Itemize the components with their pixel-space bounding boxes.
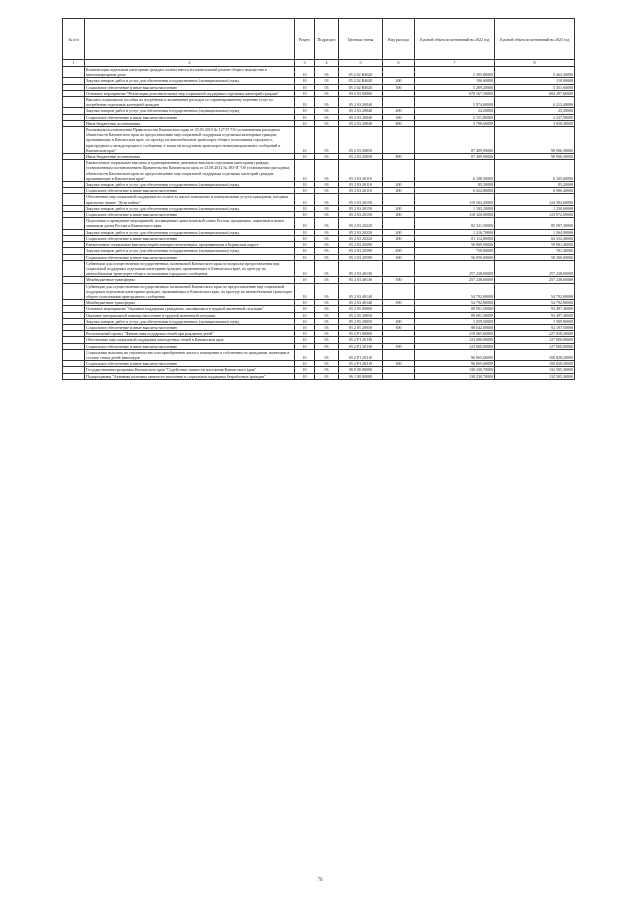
- row-vid: [383, 67, 415, 78]
- row-volume-2023: 93 497,40000: [495, 306, 575, 312]
- row-number: [63, 218, 85, 229]
- row-volume-2023: 132 505,30000: [495, 373, 575, 379]
- row-podrazdel: 03: [315, 188, 339, 194]
- row-name: Ежемесячные социальные выплаты неработающим пенсионерам, проживающим в Корякском округе: [85, 242, 295, 248]
- row-statya: 05 2 03 20150: [339, 194, 383, 205]
- row-razdel: 10: [295, 78, 315, 84]
- header-podrazdel: Подраздел: [315, 19, 339, 60]
- row-podrazdel: 03: [315, 254, 339, 260]
- row-vid: [383, 160, 415, 182]
- row-name: Оказание материальной помощи населению в трудной жизненной ситуации: [85, 312, 295, 318]
- row-statya: 05 2 P1 20310: [339, 349, 383, 360]
- row-statya: 05 2 03 20040: [339, 114, 383, 120]
- row-razdel: 10: [295, 242, 315, 248]
- row-razdel: 10: [295, 212, 315, 218]
- header-vid: Вид расхода: [383, 19, 415, 60]
- row-vid: 200: [383, 108, 415, 114]
- row-name: Социальное обеспечение и иные выплаты населению: [85, 324, 295, 330]
- table-row: [63, 349, 575, 360]
- header-razdel: Раздел: [295, 19, 315, 60]
- row-statya: 05 2 03 20110: [339, 188, 383, 194]
- header-volume-2022: Годовой объем ассигнований на 2022 год: [415, 19, 495, 60]
- header-no: № п/п: [63, 19, 85, 60]
- row-volume-2023: 1 264,90000: [495, 229, 575, 235]
- row-volume-2022: 88 642,00000: [415, 324, 495, 330]
- row-name: Обеспечение мер социальной поддержки многодетных семей в Камчатском крае: [85, 337, 295, 343]
- row-name: Иные бюджетные ассигнования: [85, 154, 295, 160]
- row-volume-2022: 123 000,00000: [415, 343, 495, 349]
- row-name: Социальное обеспечение и иные выплаты населению: [85, 212, 295, 218]
- table-row: [63, 218, 575, 229]
- row-volume-2023: 90 906,30000: [495, 127, 575, 154]
- row-podrazdel: 03: [315, 373, 339, 379]
- row-name: Социальное обеспечение и иные выплаты населению: [85, 361, 295, 367]
- row-number: [63, 67, 85, 78]
- row-statya: 05 2 05 00000: [339, 306, 383, 312]
- row-podrazdel: 03: [315, 242, 339, 248]
- row-vid: 300: [383, 114, 415, 120]
- row-volume-2022: 96 065,60000: [415, 361, 495, 367]
- row-podrazdel: 03: [315, 324, 339, 330]
- row-statya: 05 2 03 20220: [339, 235, 383, 241]
- header-name: [85, 19, 295, 60]
- row-podrazdel: 03: [315, 205, 339, 211]
- row-podrazdel: 03: [315, 300, 339, 306]
- row-number: [63, 160, 85, 182]
- row-name: Межбюджетные трансферты: [85, 300, 295, 306]
- row-podrazdel: 03: [315, 108, 339, 114]
- row-podrazdel: 03: [315, 343, 339, 349]
- row-volume-2022: 54 792,80000: [415, 283, 495, 300]
- row-volume-2022: 257 238,00000: [415, 277, 495, 283]
- column-number: 1: [63, 60, 85, 67]
- row-razdel: 10: [295, 97, 315, 108]
- table-row: [63, 67, 575, 78]
- row-name: Подпрограмма "Активная политика занятости населения и социальная поддержка безработных граждан": [85, 373, 295, 379]
- row-vid: 200: [383, 318, 415, 324]
- row-vid: [383, 218, 415, 229]
- row-name: Основное мероприятие "Реализация дополнительных мер социальной поддержки отдельных категорий граждан": [85, 90, 295, 96]
- row-volume-2023: 684 297,60000: [495, 90, 575, 96]
- row-podrazdel: 03: [315, 248, 339, 254]
- row-statya: 05 2 03 40130: [339, 260, 383, 277]
- row-volume-2022: 85,50000: [415, 182, 495, 188]
- table-row: [63, 283, 575, 300]
- row-vid: 200: [383, 248, 415, 254]
- row-name: Социальное обеспечение и иные выплаты населению: [85, 235, 295, 241]
- row-podrazdel: 03: [315, 277, 339, 283]
- row-vid: [383, 194, 415, 205]
- row-volume-2023: 127 000,00000: [495, 337, 575, 343]
- row-volume-2023: 54 792,80000: [495, 283, 575, 300]
- row-statya: 05 2 02 R4620: [339, 67, 383, 78]
- row-podrazdel: 03: [315, 67, 339, 78]
- row-razdel: 10: [295, 205, 315, 211]
- row-podrazdel: 03: [315, 331, 339, 337]
- row-vid: [383, 349, 415, 360]
- row-statya: 05 2 03 20590: [339, 254, 383, 260]
- row-name: Социальное обеспечение и иные выплаты населению: [85, 188, 295, 194]
- row-volume-2023: 100 828,20000: [495, 361, 575, 367]
- row-razdel: 10: [295, 306, 315, 312]
- row-vid: 300: [383, 324, 415, 330]
- row-razdel: 10: [295, 254, 315, 260]
- row-volume-2022: 56 809,00000: [415, 242, 495, 248]
- row-volume-2022: 87 409,90000: [415, 127, 495, 154]
- row-volume-2023: 257 238,00000: [495, 260, 575, 277]
- row-statya: 05 2 03 20040: [339, 97, 383, 108]
- row-podrazdel: 03: [315, 218, 339, 229]
- row-podrazdel: 03: [315, 349, 339, 360]
- row-number: [63, 97, 85, 108]
- row-volume-2023: 92 187,50000: [495, 324, 575, 330]
- row-statya: 05 2 03 00000: [339, 90, 383, 96]
- row-volume-2022: 3 798,60000: [415, 120, 495, 126]
- row-razdel: 10: [295, 331, 315, 337]
- row-volume-2022: 670 167,30000: [415, 90, 495, 96]
- row-volume-2023: 25,20000: [495, 108, 575, 114]
- row-name: Социальные выплаты на строительство или приобретение жилого помещения в собственность гражданам, имеющим в составе семьи детей-инвалидов: [85, 349, 295, 360]
- row-podrazdel: 03: [315, 114, 339, 120]
- column-number: 3: [295, 60, 315, 67]
- row-volume-2022: 2 151,80000: [415, 114, 495, 120]
- page-number: 70: [317, 878, 323, 883]
- row-vid: 300: [383, 84, 415, 90]
- row-statya: 05 2 03 20110: [339, 160, 383, 182]
- row-volume-2022: 82 331,50000: [415, 218, 495, 229]
- row-podrazdel: 03: [315, 154, 339, 160]
- row-name: Региональный проект "Финансовая поддержка семей при рождении детей": [85, 331, 295, 337]
- row-statya: 05 2 05 20050: [339, 312, 383, 318]
- row-razdel: 10: [295, 160, 315, 182]
- row-vid: 800: [383, 154, 415, 160]
- row-name: Закупка товаров, работ и услуг для обеспечения государственных (муниципальных) нужд: [85, 229, 295, 235]
- row-vid: 300: [383, 254, 415, 260]
- row-podrazdel: 03: [315, 120, 339, 126]
- row-volume-2023: 1 230,60000: [495, 205, 575, 211]
- row-podrazdel: 03: [315, 194, 339, 205]
- row-razdel: 10: [295, 312, 315, 318]
- row-volume-2022: 81 114,80000: [415, 235, 495, 241]
- row-name: Межбюджетные трансферты: [85, 277, 295, 283]
- row-statya: 05 2 03 40140: [339, 283, 383, 300]
- row-volume-2022: 87 409,90000: [415, 154, 495, 160]
- row-volume-2023: 90 906,30000: [495, 154, 575, 160]
- row-volume-2022: 89 901,50000: [415, 306, 495, 312]
- row-volume-2023: 132 505,30000: [495, 367, 575, 373]
- row-name: Социальное обеспечение и иные выплаты населению: [85, 343, 295, 349]
- document-page: [62, 18, 574, 380]
- row-razdel: 10: [295, 84, 315, 90]
- row-name: Закупка товаров, работ и услуг для обеспечения государственных (муниципальных) нужд: [85, 318, 295, 324]
- header-row: [63, 19, 575, 60]
- column-number: 6: [383, 60, 415, 67]
- row-volume-2023: 5 351,60000: [495, 84, 575, 90]
- row-razdel: 10: [295, 229, 315, 235]
- row-podrazdel: 03: [315, 235, 339, 241]
- row-volume-2022: 123 000,00000: [415, 337, 495, 343]
- row-number: [63, 373, 85, 379]
- column-number: 2: [85, 60, 295, 67]
- row-volume-2022: 119 503,20000: [415, 194, 495, 205]
- row-name: Компенсация отдельным категориям граждан оплаты взноса на капитальный ремонт общего имущества в многоквартирном доме: [85, 67, 295, 78]
- row-name: Иные бюджетные ассигнования: [85, 120, 295, 126]
- row-podrazdel: 03: [315, 312, 339, 318]
- table-body: [63, 67, 575, 380]
- row-vid: 200: [383, 78, 415, 84]
- row-razdel: 10: [295, 182, 315, 188]
- row-vid: 800: [383, 120, 415, 126]
- row-volume-2023: 58 300,00000: [495, 254, 575, 260]
- column-number: 8: [495, 60, 575, 67]
- row-volume-2022: 257 238,00000: [415, 260, 495, 277]
- row-razdel: 10: [295, 194, 315, 205]
- row-name: Социальное обеспечение и иные выплаты населению: [85, 254, 295, 260]
- row-volume-2022: 130 230,70000: [415, 367, 495, 373]
- row-razdel: 10: [295, 218, 315, 229]
- row-statya: 05 2 03 20590: [339, 242, 383, 248]
- row-razdel: 10: [295, 114, 315, 120]
- row-statya: 05 2 05 20050: [339, 324, 383, 330]
- row-volume-2022: 5 395,80000: [415, 67, 495, 78]
- row-razdel: 10: [295, 373, 315, 379]
- table-row: [63, 127, 575, 154]
- header-statya: Целевая статья: [339, 19, 383, 60]
- row-razdel: 10: [295, 349, 315, 360]
- row-statya: 05 2 03 20040: [339, 108, 383, 114]
- row-statya: 05 2 P1 20310: [339, 361, 383, 367]
- row-name: Основное мероприятие "Оказание поддержки гражданам, оказавшимся в трудной жизненной ситуации": [85, 306, 295, 312]
- row-vid: 300: [383, 212, 415, 218]
- row-razdel: 10: [295, 67, 315, 78]
- column-number: 4: [315, 60, 339, 67]
- row-volume-2023: 84 332,40000: [495, 235, 575, 241]
- row-statya: 05 2 02 R4620: [339, 78, 383, 84]
- row-name: Выплата социального пособия на погребение и возмещение расходов по гарантированному перечню услуг по погребению отдельных категорий граждан: [85, 97, 295, 108]
- row-volume-2022: 54 792,80000: [415, 300, 495, 306]
- row-number: [63, 260, 85, 277]
- table-row: [63, 373, 575, 379]
- row-name: Социальное обеспечение и иные выплаты населению: [85, 114, 295, 120]
- row-razdel: 10: [295, 343, 315, 349]
- row-podrazdel: 03: [315, 127, 339, 154]
- row-volume-2023: 227 828,20000: [495, 331, 575, 337]
- row-razdel: 10: [295, 367, 315, 373]
- row-name: Социальное обеспечение и иные выплаты населению: [85, 84, 295, 90]
- row-statya: 05 2 03 20590: [339, 248, 383, 254]
- row-podrazdel: 03: [315, 84, 339, 90]
- row-vid: 200: [383, 182, 415, 188]
- row-volume-2022: 130 230,70000: [415, 373, 495, 379]
- row-statya: 05 2 P1 00000: [339, 331, 383, 337]
- row-statya: 05 2 P1 20130: [339, 343, 383, 349]
- row-statya: 05 2 03 20150: [339, 212, 383, 218]
- row-statya: 05 2 03 20110: [339, 182, 383, 188]
- row-razdel: 10: [295, 154, 315, 160]
- row-vid: 300: [383, 343, 415, 349]
- row-volume-2023: 5 462,30000: [495, 67, 575, 78]
- row-razdel: 10: [295, 120, 315, 126]
- row-podrazdel: 03: [315, 318, 339, 324]
- row-volume-2023: 6 165,60000: [495, 160, 575, 182]
- row-vid: 500: [383, 300, 415, 306]
- row-volume-2023: 2 237,90000: [495, 114, 575, 120]
- row-number: [63, 194, 85, 205]
- row-name: Государственная программа Камчатского края "Содействие занятости населения Камчатского края": [85, 367, 295, 373]
- row-razdel: 10: [295, 260, 315, 277]
- row-volume-2023: 124 302,60000: [495, 194, 575, 205]
- row-name: Обеспечение мер социальной поддержки по оплате за жилое помещение и коммунальные услуги гражданам, которым присвоено звание "Дети войны": [85, 194, 295, 205]
- row-vid: 200: [383, 229, 415, 235]
- row-volume-2022: 89 901,50000: [415, 312, 495, 318]
- row-volume-2022: 1 183,20000: [415, 205, 495, 211]
- row-podrazdel: 03: [315, 182, 339, 188]
- row-razdel: 10: [295, 108, 315, 114]
- row-statya: 05 2 03 40140: [339, 300, 383, 306]
- row-vid: 200: [383, 205, 415, 211]
- row-volume-2023: 100 828,20000: [495, 349, 575, 360]
- row-number: [63, 127, 85, 154]
- row-vid: [383, 260, 415, 277]
- header-volume-2023: Годовой объем ассигнований на 2023 год: [495, 19, 575, 60]
- row-statya: 05 2 P1 20130: [339, 337, 383, 343]
- row-volume-2023: 127 000,00000: [495, 343, 575, 349]
- row-name: Закупка товаров, работ и услуг для обеспечения государственных (муниципальных) нужд: [85, 205, 295, 211]
- row-name: Подготовка и проведение мероприятий, посвященных дням воинской славы России, праздникам, памятным и иным значимым датам России и Камчатского края: [85, 218, 295, 229]
- table-row: [63, 260, 575, 277]
- row-statya: 06 0 00 00000: [339, 367, 383, 373]
- row-volume-2022: 759,00000: [415, 248, 495, 254]
- row-vid: [383, 373, 415, 379]
- row-statya: 05 2 02 R4620: [339, 84, 383, 90]
- row-name: Ежемесячные социальные выплаты и единовременные денежные выплаты отдельным категориям граждан, установленным постановлением Правительства Камчатского края от 23.08.2012 № 383-П "Об установлении расходных обязательств Камчатского края по предоставлению мер социальной поддержки отдельных категорий граждан, проживающих в Камчатском крае": [85, 160, 295, 182]
- row-statya: 05 2 03 20040: [339, 120, 383, 126]
- row-statya: 06 1 00 00000: [339, 373, 383, 379]
- row-podrazdel: 03: [315, 212, 339, 218]
- row-volume-2022: 6 022,80000: [415, 188, 495, 194]
- row-statya: 05 2 03 20050: [339, 154, 383, 160]
- row-name: Закупка товаров, работ и услуг для обеспечения государственных (муниципальных) нужд: [85, 248, 295, 254]
- row-volume-2023: 59 081,40000: [495, 242, 575, 248]
- row-name: Закупка товаров, работ и услуг для обеспечения государственных (муниципальных) нужд: [85, 78, 295, 84]
- row-podrazdel: 03: [315, 78, 339, 84]
- row-volume-2023: 123 072,00000: [495, 212, 575, 218]
- row-statya: 05 2 03 40130: [339, 277, 383, 283]
- row-name: Реализация постановления Правительства Камчатского края от 25.03.2010 № 127-П "Об установлении расходных обязательств Камчатского края по предоставлению мер социальной поддержки отдельным категориям граждан, проживающих в Камчатском крае, по проезду на автомобильном транспорте общего пользования городского, пригородного и междугородного сообщения, а также на воздушном транспорте межмуниципальных сообщений в Камчатском крае": [85, 127, 295, 154]
- row-razdel: 10: [295, 127, 315, 154]
- row-podrazdel: 03: [315, 306, 339, 312]
- row-razdel: 10: [295, 248, 315, 254]
- column-number-row: [63, 60, 575, 67]
- column-number: 7: [415, 60, 495, 67]
- row-razdel: 10: [295, 283, 315, 300]
- row-volume-2022: 1 259,50000: [415, 318, 495, 324]
- row-podrazdel: 03: [315, 367, 339, 373]
- row-number: [63, 283, 85, 300]
- row-podrazdel: 03: [315, 97, 339, 108]
- row-razdel: 10: [295, 235, 315, 241]
- row-razdel: 10: [295, 90, 315, 96]
- row-razdel: 10: [295, 324, 315, 330]
- row-name: Субвенции для осуществления государственных полномочий Камчатского края по вопросам предоставления мер социальной поддержки отдельным категориям граждан, проживающих в Камчатском крае, по проезду на автомобильном транспорте общего пользования городского сообщения: [85, 260, 295, 277]
- row-name: Закупка товаров, работ и услуг для обеспечения государственных (муниципальных) нужд: [85, 108, 295, 114]
- row-volume-2022: 24,20000: [415, 108, 495, 114]
- row-volume-2022: 56 050,00000: [415, 254, 495, 260]
- row-razdel: 10: [295, 361, 315, 367]
- row-volume-2023: 781,40000: [495, 248, 575, 254]
- row-volume-2023: 6 080,40000: [495, 188, 575, 194]
- row-statya: 05 2 05 20050: [339, 318, 383, 324]
- row-razdel: 10: [295, 300, 315, 306]
- row-volume-2022: 1 216,70000: [415, 229, 495, 235]
- row-volume-2022: 106,60000: [415, 78, 495, 84]
- row-podrazdel: 03: [315, 160, 339, 182]
- row-vid: 500: [383, 277, 415, 283]
- row-volume-2022: 219 065,60000: [415, 331, 495, 337]
- row-statya: 05 2 03 20220: [339, 218, 383, 229]
- row-razdel: 10: [295, 277, 315, 283]
- table-row: [63, 97, 575, 108]
- column-number: 5: [339, 60, 383, 67]
- row-podrazdel: 03: [315, 229, 339, 235]
- row-podrazdel: 03: [315, 337, 339, 343]
- row-volume-2022: 118 320,00000: [415, 212, 495, 218]
- row-razdel: 10: [295, 188, 315, 194]
- row-razdel: 10: [295, 318, 315, 324]
- row-podrazdel: 03: [315, 361, 339, 367]
- row-volume-2023: 54 792,80000: [495, 300, 575, 306]
- row-vid: [383, 127, 415, 154]
- row-volume-2022: 5 289,20000: [415, 84, 495, 90]
- budget-table: [62, 18, 575, 380]
- row-name: Субвенции для осуществления государственных полномочий Камчатского края по предоставлению мер социальной поддержки отдельным категориям граждан, проживающих в Камчатском крае, по проезду на автомобильном транспорте общего пользования пригородного сообщения: [85, 283, 295, 300]
- row-volume-2023: 257 238,00000: [495, 277, 575, 283]
- row-name: Закупка товаров, работ и услуг для обеспечения государственных (муниципальных) нужд: [85, 182, 295, 188]
- row-vid: [383, 97, 415, 108]
- row-volume-2023: 6 213,40000: [495, 97, 575, 108]
- row-statya: 05 2 03 20220: [339, 229, 383, 235]
- row-vid: 300: [383, 235, 415, 241]
- row-vid: 300: [383, 188, 415, 194]
- table-row: [63, 160, 575, 182]
- row-volume-2023: 85,20000: [495, 182, 575, 188]
- row-volume-2022: 6 108,30000: [415, 160, 495, 182]
- row-statya: 05 2 03 20050: [339, 127, 383, 154]
- row-vid: [383, 283, 415, 300]
- row-podrazdel: 03: [315, 90, 339, 96]
- row-volume-2023: 3 950,30000: [495, 120, 575, 126]
- row-razdel: 10: [295, 337, 315, 343]
- row-volume-2022: 96 065,60000: [415, 349, 495, 360]
- row-volume-2023: 93 497,40000: [495, 312, 575, 318]
- row-vid: 300: [383, 361, 415, 367]
- row-volume-2022: 5 974,60000: [415, 97, 495, 108]
- row-volume-2023: 110,90000: [495, 78, 575, 84]
- row-number: [63, 349, 85, 360]
- row-statya: 05 2 03 20150: [339, 205, 383, 211]
- row-podrazdel: 03: [315, 283, 339, 300]
- row-volume-2023: 85 597,30000: [495, 218, 575, 229]
- row-podrazdel: 03: [315, 260, 339, 277]
- row-volume-2023: 1 309,90000: [495, 318, 575, 324]
- table-row: [63, 194, 575, 205]
